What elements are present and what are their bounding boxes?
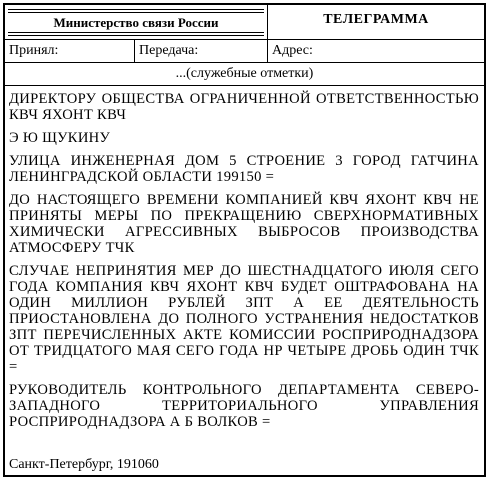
recipient-organization: ДИРЕКТОРУ ОБЩЕСТВА ОГРАНИЧЕННОЙ ОТВЕТСТВЕННОСТЬЮ КВЧ ЯХОНТ КВЧ <box>9 91 479 123</box>
sender-city: Санкт-Петербург, 191060 <box>9 457 159 472</box>
telegram-form <box>3 3 486 477</box>
form-title: ТЕЛЕГРАММА <box>323 12 429 27</box>
message-body <box>9 91 479 437</box>
ministry-cell <box>5 5 268 39</box>
message-paragraph: ДО НАСТОЯЩЕГО ВРЕМЕНИ КОМПАНИЕЙ КВЧ ЯХОНТ КВЧ НЕ ПРИНЯТЫ МЕРЫ ПО ПРЕКРАЩЕНИЮ СВЕРХНОРМАТИВНЫХ ХИМИЧЕСКИ АГРЕССИВНЫХ ВЫБРОСОВ ПРОИЗВОДСТВА АТМОСФЕРУ ТЧК <box>9 192 479 256</box>
decorative-rule <box>8 9 264 10</box>
decorative-rule <box>8 12 264 13</box>
signature-block: РУКОВОДИТЕЛЬ КОНТРОЛЬНОГО ДЕПАРТАМЕНТА СЕВЕРО-ЗАПАДНОГО ТЕРРИТОРИАЛЬНОГО УПРАВЛЕНИЯ РОСПРИРОДНАДЗОРА А Б ВОЛКОВ = <box>9 382 479 430</box>
form-header <box>5 5 484 40</box>
recipient-name: Э Ю ЩУКИНУ <box>9 130 111 146</box>
decorative-rule <box>8 32 264 33</box>
received-field: Принял: <box>5 40 135 62</box>
recipient-address: УЛИЦА ИНЖЕНЕРНАЯ ДОМ 5 СТРОЕНИЕ 3 ГОРОД ГАТЧИНА ЛЕНИНГРАДСКОЙ ОБЛАСТИ 199150 = <box>9 153 479 185</box>
message-paragraph: СЛУЧАЕ НЕПРИНЯТИЯ МЕР ДО ШЕСТНАДЦАТОГО ИЮЛЯ СЕГО ГОДА КОМПАНИЯ КВЧ ЯХОНТ КВЧ БУДЕТ ОШТРАФОВАНА НА ОДИН МИЛЛИОН РУБЛЕЙ ЗПТ А ЕЕ ДЕЯТЕЛЬНОСТЬ ПРИОСТАНОВЛЕНА ДО ПОЛНОГО УСТРАНЕНИЯ НЕДОСТАТКОВ ЗПТ ПЕРЕЧИСЛЕННЫХ АКТЕ КОМИССИИ РОСПРИРОДНАДЗОРА ОТ ТРИДЦАТОГО МАЯ СЕГО ГОДА НР ЧЕТЫРЕ ДРОБЬ ОДИН ТЧК = <box>9 263 479 375</box>
service-marks: ...(служебные отметки) <box>5 63 484 86</box>
transmission-field: Передача: <box>135 40 268 62</box>
decorative-rule <box>8 35 264 36</box>
ministry-name: Министерство связи России <box>53 15 219 30</box>
transmission-fields <box>5 40 484 63</box>
address-field: Адрес: <box>272 43 313 58</box>
